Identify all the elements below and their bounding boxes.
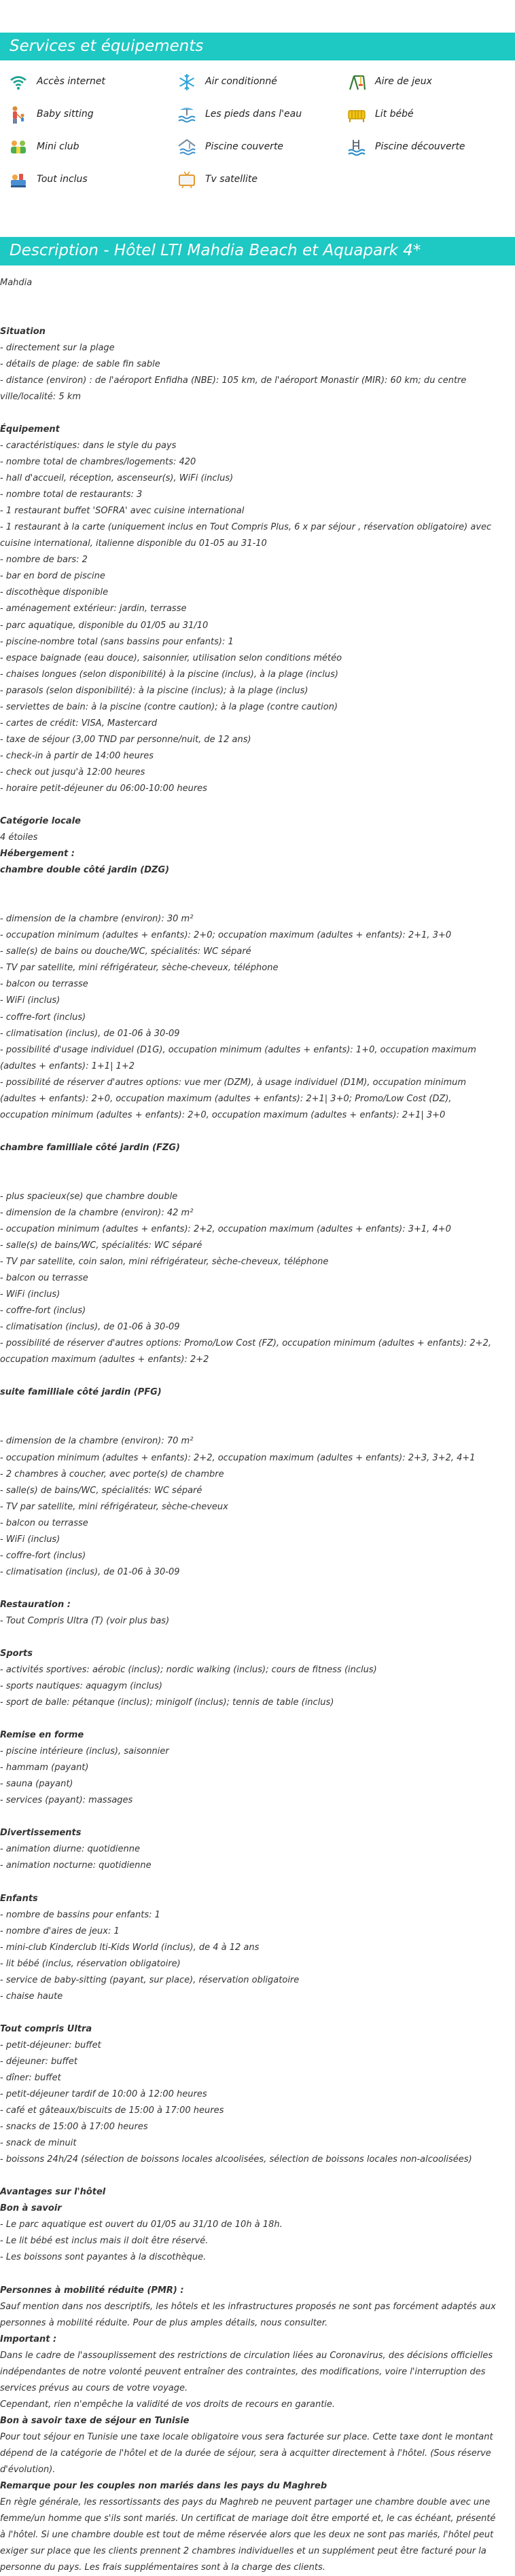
description-line: - occupation minimum (adultes + enfants): 2+2, occupation maximum (adultes + enfants): 3+1, 4+0 bbox=[0, 1223, 451, 1234]
section-heading: Sports bbox=[0, 1648, 33, 1659]
amenity-label: Les pieds dans l'eau bbox=[205, 109, 302, 120]
description-line: - coffre-fort (inclus) bbox=[0, 1012, 86, 1023]
description-line: Pour tout séjour en Tunisie une taxe locale obligatoire vous sera facturée sur place. Cette taxe dont le montant dépend de la catégorie de l'hôtel et de la durée de séjour, sera à acquitter directement à l'hôtel. (Sous réserve d'évolution). bbox=[0, 2431, 493, 2476]
section-heading: Bon à savoir taxe de séjour en Tunisie bbox=[0, 2415, 190, 2426]
description-line: - directement sur la plage bbox=[0, 342, 115, 353]
blank-line bbox=[0, 1809, 499, 1825]
amenity-indoor-pool bbox=[177, 135, 347, 160]
description-line: Cependant, rien n'empêche la validité de vos droits de recours en garantie. bbox=[0, 2399, 336, 2410]
amenity-label: Aire de jeux bbox=[375, 76, 432, 88]
description-line: - café et gâteaux/biscuits de 15:00 à 17:00 heures bbox=[0, 2105, 224, 2116]
description-line: - WiFi (inclus) bbox=[0, 1289, 60, 1300]
outdoor-pool-icon bbox=[347, 137, 367, 158]
description-line: - coffre-fort (inclus) bbox=[0, 1306, 86, 1317]
description-line: - chaises longues (selon disponibilité) à la piscine (inclus), à la plage (inclus) bbox=[0, 669, 338, 680]
amenity-baby-cot bbox=[347, 103, 504, 127]
description-line: - service de baby-sitting (payant, sur place), réservation obligatoire bbox=[0, 1974, 300, 1985]
baby-crib-icon bbox=[347, 105, 367, 125]
description-line: - dîner: buffet bbox=[0, 2073, 61, 2083]
description-line: - 1 restaurant buffet 'SOFRA' avec cuisine international bbox=[0, 506, 245, 517]
description-line: - serviettes de bain: à la piscine (contre caution); à la plage (contre caution) bbox=[0, 701, 338, 712]
amenity-label: Mini club bbox=[37, 141, 79, 153]
section-heading: Personnes à mobilité réduite (PMR) : bbox=[0, 2285, 184, 2296]
description-line: Mahdia bbox=[0, 277, 33, 288]
description-line: - sports nautiques: aquagym (inclus) bbox=[0, 1681, 163, 1692]
section-heading: Remise en forme bbox=[0, 1730, 84, 1741]
amenity-label: Air conditionné bbox=[205, 76, 277, 88]
description-line: - Le parc aquatique est ouvert du 01/05 au 31/10 de 10h à 18h. bbox=[0, 2220, 283, 2230]
section-heading: Tout compris Ultra bbox=[0, 2023, 92, 2034]
blank-line bbox=[0, 1711, 499, 1727]
blank-line bbox=[0, 1173, 499, 1189]
section-heading: Avantages sur l'hôtel bbox=[0, 2187, 106, 2198]
amenity-satellite-tv bbox=[177, 168, 347, 192]
description-line: - possibilité de réserver d'autres options: vue mer (DZM), à usage individuel (D1M), occupation minimum (adultes + enfants): 2+0, occupation maximum (adultes + enfants): 2+1| 3+0; Promo/Low Cost (DZ), occupation minimum (adultes + enfants): 2+0, occupation maximum (adultes + enfants): 2+1| 3+0 bbox=[0, 1077, 467, 1120]
description-line: - salle(s) de bains/WC, spécialités: WC séparé bbox=[0, 1240, 202, 1251]
description-line: - Tout Compris Ultra (T) (voir plus bas) bbox=[0, 1615, 170, 1626]
section-heading: Restauration : bbox=[0, 1599, 71, 1610]
description-line: - snack de minuit bbox=[0, 2138, 77, 2149]
amenity-label: Tv satellite bbox=[205, 174, 258, 185]
description-line: - salle(s) de bains ou douche/WC, spécialités: WC séparé bbox=[0, 946, 251, 957]
description-line: - TV par satellite, mini réfrigérateur, sèche-cheveux bbox=[0, 1501, 228, 1512]
amenities-grid bbox=[0, 70, 515, 192]
description-line: - piscine-nombre total (sans bassins pour enfants): 1 bbox=[0, 636, 234, 647]
description-line: - 1 restaurant à la carte (uniquement inclus en Tout Compris Plus, 6 x par séjour , réservation obligatoire) avec cuisine international, italienne disponible du 01-05 au 31-10 bbox=[0, 522, 492, 549]
blank-line bbox=[0, 1156, 499, 1173]
description-line: - aménagement extérieur: jardin, terrasse bbox=[0, 604, 187, 614]
indoor-pool-icon bbox=[177, 137, 197, 158]
description-line: Sauf mention dans nos descriptifs, les hôtels et les infrastructures proposés ne sont pas forcément adaptés aux personnes à mobilité réduite. Pour de plus amples détails, nous consulter. bbox=[0, 2301, 496, 2328]
description-line: - sauna (payant) bbox=[0, 1779, 73, 1790]
babysitting-icon bbox=[8, 105, 29, 125]
section-heading: Catégorie locale bbox=[0, 816, 81, 827]
section-heading: suite familliale côté jardin (PFG) bbox=[0, 1387, 162, 1398]
amenity-label: Accès internet bbox=[37, 76, 105, 88]
description-line: - chaise haute bbox=[0, 1991, 63, 2002]
description-line: - coffre-fort (inclus) bbox=[0, 1550, 86, 1561]
section-heading: Enfants bbox=[0, 1893, 38, 1904]
amenity-all-inclusive bbox=[8, 168, 177, 192]
description-line: 4 étoiles bbox=[0, 832, 38, 843]
description-section-title: Description - Hôtel LTI Mahdia Beach et Aquapark 4* bbox=[0, 237, 515, 265]
amenity-label: Piscine découverte bbox=[375, 141, 465, 153]
section-heading: Remarque pour les couples non mariés dans les pays du Maghreb bbox=[0, 2481, 327, 2492]
blank-line bbox=[0, 895, 499, 911]
section-heading: Divertissements bbox=[0, 1828, 82, 1839]
description-line: - Les boissons sont payantes à la discothèque. bbox=[0, 2252, 207, 2263]
blank-line bbox=[0, 1875, 499, 1891]
section-heading: chambre familliale côté jardin (FZG) bbox=[0, 1142, 180, 1153]
description-line: - nombre total de restaurants: 3 bbox=[0, 490, 143, 500]
section-heading: Hébergement : bbox=[0, 849, 75, 860]
description-line: - possibilité d'usage individuel (D1G), occupation minimum (adultes + enfants): 1+0, occupation maximum (adultes + enfants): 1+1| 1+2 bbox=[0, 1044, 476, 1071]
description-line: - bar en bord de piscine bbox=[0, 571, 105, 582]
description-line: - plus spacieux(se) que chambre double bbox=[0, 1191, 178, 1202]
description-line: - possibilité de réserver d'autres options: Promo/Low Cost (FZ), occupation minimum (adultes + enfants): 2+2, occupation maximum (adultes + enfants): 2+2 bbox=[0, 1338, 491, 1365]
page bbox=[0, 33, 515, 2576]
description-line: - nombre de bars: 2 bbox=[0, 555, 88, 566]
services-section-title: Services et équipements bbox=[0, 33, 515, 60]
description-line: - snacks de 15:00 à 17:00 heures bbox=[0, 2122, 148, 2133]
blank-line bbox=[0, 308, 499, 324]
description-line: - WiFi (inclus) bbox=[0, 995, 60, 1006]
amenity-baby-sitting bbox=[8, 103, 177, 127]
description-line: - animation diurne: quotidienne bbox=[0, 1844, 140, 1855]
description-line: - nombre total de chambres/logements: 420 bbox=[0, 457, 196, 468]
description-line: - services (payant): massages bbox=[0, 1795, 133, 1806]
kids-club-icon bbox=[8, 137, 29, 158]
section-heading: Bon à savoir bbox=[0, 2203, 62, 2214]
amenity-label: Tout inclus bbox=[37, 174, 88, 185]
blank-line bbox=[0, 1401, 499, 1417]
blank-line bbox=[0, 2266, 499, 2283]
amenity-label: Baby sitting bbox=[37, 109, 94, 120]
description-line: - dimension de la chambre (environ): 42 m² bbox=[0, 1207, 194, 1218]
blank-line bbox=[0, 2005, 499, 2021]
description-line: - climatisation (inclus), de 01-06 à 30-09 bbox=[0, 1028, 180, 1039]
description-line: - TV par satellite, mini réfrigérateur, sèche-cheveux, téléphone bbox=[0, 963, 279, 974]
description-line: En règle générale, les ressortissants des pays du Maghreb ne peuvent partager une chambre double avec une femme/un homme que s'ils sont mariés. Un certificat de mariage doit être emporté et, le cas échéant, présenté à l'hôtel. Si une chambre double est tout de même réservée alors que les deux ne sont pas mariés, l'hôtel peut exiger sur place que les clients prennent 2 chambres individuelles et un supplément peut être facturé pour la personne du pays. Les frais supplémentaires sont à la charge des clients. bbox=[0, 2497, 496, 2573]
description-line: - 2 chambres à coucher, avec porte(s) de chambre bbox=[0, 1469, 224, 1479]
description-line: - check out jusqu'à 12:00 heures bbox=[0, 767, 145, 777]
description-line: - petit-déjeuner tardif de 10:00 à 12:00 heures bbox=[0, 2089, 207, 2100]
description-line: - sport de balle: pétanque (inclus); minigolf (inclus); tennis de table (inclus) bbox=[0, 1697, 334, 1708]
snowflake-icon bbox=[177, 72, 197, 92]
amenity-outdoor-pool bbox=[347, 135, 504, 160]
section-heading: chambre double côté jardin (DZG) bbox=[0, 865, 170, 876]
blank-line bbox=[0, 1581, 499, 1597]
description-line: - dimension de la chambre (environ): 70 m² bbox=[0, 1436, 194, 1447]
amenity-playground bbox=[347, 70, 504, 94]
description-line: - balcon ou terrasse bbox=[0, 1517, 88, 1528]
description-line: - taxe de séjour (3,00 TND par personne/nuit, de 12 ans) bbox=[0, 734, 251, 745]
description-line: - WiFi (inclus) bbox=[0, 1534, 60, 1545]
description-line: - climatisation (inclus), de 01-06 à 30-09 bbox=[0, 1322, 180, 1333]
section-heading: Équipement bbox=[0, 424, 60, 435]
blank-line bbox=[0, 1417, 499, 1433]
description-line: - nombre d'aires de jeux: 1 bbox=[0, 1926, 120, 1936]
description-line: - discothèque disponible bbox=[0, 587, 109, 598]
blank-line bbox=[0, 1368, 499, 1384]
description-line: - cartes de crédit: VISA, Mastercard bbox=[0, 718, 158, 729]
description-line: - parasols (selon disponibilité): à la piscine (inclus); à la plage (inclus) bbox=[0, 685, 308, 696]
description-line: - Le lit bébé est inclus mais il doit être réservé. bbox=[0, 2236, 209, 2247]
description-line: - lit bébé (inclus, réservation obligatoire) bbox=[0, 1958, 181, 1969]
description-line: - dimension de la chambre (environ): 30 m² bbox=[0, 914, 194, 925]
description-line: - climatisation (inclus), de 01-06 à 30-09 bbox=[0, 1566, 180, 1577]
all-inclusive-icon bbox=[8, 170, 29, 190]
blank-line bbox=[0, 1630, 499, 1646]
blank-line bbox=[0, 879, 499, 895]
amenity-label: Piscine couverte bbox=[205, 141, 284, 153]
description-line: - hammam (payant) bbox=[0, 1763, 89, 1773]
description-line: - parc aquatique, disponible du 01/05 au 31/10 bbox=[0, 620, 209, 631]
description-line: Dans le cadre de l'assouplissement des restrictions de circulation liées au Coronavirus, des décisions officielles indépendantes de notre volonté peuvent entraîner des contraintes, des modifications, voire l'interruption des services prévus au cours de votre voyage. bbox=[0, 2350, 493, 2393]
description-line: - occupation minimum (adultes + enfants): 2+2, occupation maximum (adultes + enfants): 2+3, 3+2, 4+1 bbox=[0, 1452, 476, 1463]
blank-line bbox=[0, 797, 499, 813]
description-line: - balcon ou terrasse bbox=[0, 979, 88, 990]
description-line: - piscine intérieure (inclus), saisonnier bbox=[0, 1746, 169, 1757]
description-line: - hall d'accueil, réception, ascenseur(s), WiFi (inclus) bbox=[0, 473, 234, 484]
blank-line bbox=[0, 2168, 499, 2184]
description-line: - animation nocturne: quotidienne bbox=[0, 1860, 152, 1871]
blank-line bbox=[0, 1124, 499, 1140]
beach-waves-icon bbox=[177, 105, 197, 125]
description-line: - mini-club Kinderclub lti-Kids World (inclus), de 4 à 12 ans bbox=[0, 1942, 260, 1953]
amenity-mini-club bbox=[8, 135, 177, 160]
description-content bbox=[0, 275, 499, 2576]
description-line: - caractéristiques: dans le style du pays bbox=[0, 441, 177, 452]
section-heading: Important : bbox=[0, 2334, 57, 2344]
description-line: - check-in à partir de 14:00 heures bbox=[0, 750, 154, 761]
amenity-internet bbox=[8, 70, 177, 94]
description-line: - balcon ou terrasse bbox=[0, 1273, 88, 1284]
description-line: - salle(s) de bains/WC, spécialités: WC séparé bbox=[0, 1485, 202, 1496]
blank-line bbox=[0, 405, 499, 422]
description-line: - TV par satellite, coin salon, mini réfrigérateur, sèche-cheveux, téléphone bbox=[0, 1257, 329, 1268]
description-line: - espace baignade (eau douce), saisonnier, utilisation selon conditions météo bbox=[0, 652, 342, 663]
description-line: - distance (environ) : de l'aéroport Enfidha (NBE): 105 km, de l'aéroport Monastir (MIR): 60 km; du centre ville/localité: 5 km bbox=[0, 375, 467, 402]
description-line: - horaire petit-déjeuner du 06:00-10:00 heures bbox=[0, 784, 207, 794]
amenity-beachfront bbox=[177, 103, 347, 127]
wifi-icon bbox=[8, 72, 29, 92]
description-line: - activités sportives: aérobic (inclus); nordic walking (inclus); cours de fitness (inclus) bbox=[0, 1665, 377, 1676]
section-heading: Situation bbox=[0, 326, 46, 337]
playground-icon bbox=[347, 72, 367, 92]
description-line: - boissons 24h/24 (sélection de boissons locales alcoolisées, sélection de boissons locales non-alcoolisées) bbox=[0, 2154, 472, 2165]
description-line: - petit-déjeuner: buffet bbox=[0, 2040, 101, 2050]
amenity-air-conditioning bbox=[177, 70, 347, 94]
tv-icon bbox=[177, 170, 197, 190]
description-line: - déjeuner: buffet bbox=[0, 2056, 77, 2067]
description-line: - nombre de bassins pour enfants: 1 bbox=[0, 1909, 160, 1920]
description-line: - détails de plage: de sable fin sable bbox=[0, 358, 160, 369]
amenity-label: Lit bébé bbox=[375, 109, 414, 120]
blank-line bbox=[0, 291, 499, 308]
description-line: - occupation minimum (adultes + enfants): 2+0; occupation maximum (adultes + enfants): 2+1, 3+0 bbox=[0, 930, 452, 941]
